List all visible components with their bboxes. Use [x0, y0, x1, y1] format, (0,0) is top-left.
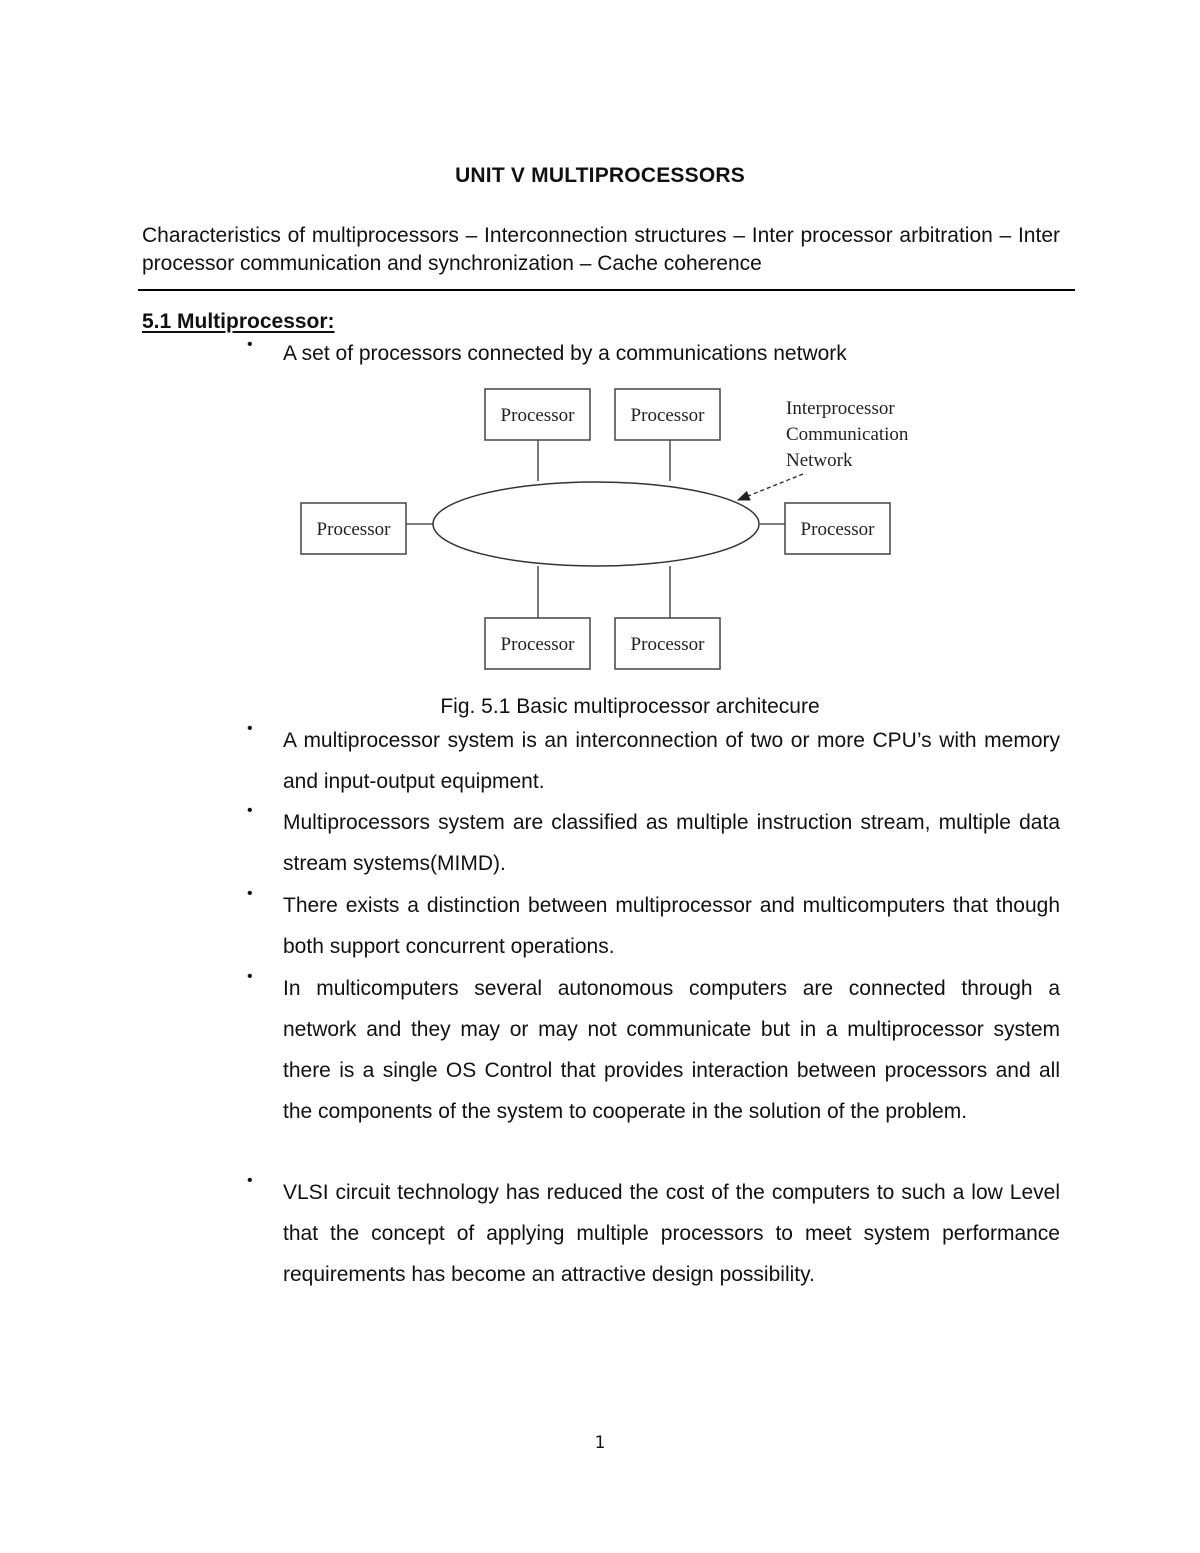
processor-label: Processor	[800, 519, 875, 540]
processor-box	[485, 618, 590, 669]
processor-label: Processor	[316, 519, 391, 540]
bullet-icon: •	[247, 336, 253, 353]
list-item-text: A multiprocessor system is an interconnection of two or more CPU’s with memory and input-output equipment.	[283, 729, 1060, 793]
processor-box	[485, 389, 590, 440]
network-pointer-arrow	[738, 474, 803, 500]
list-item	[247, 885, 1060, 967]
bullet-icon: •	[247, 885, 253, 902]
list-item	[247, 968, 1060, 1132]
network-label-line-3: Network	[786, 450, 853, 471]
processor-label: Processor	[630, 634, 705, 655]
list-item-text: A set of processors connected by a communications network	[283, 342, 847, 365]
unit-topics-paragraph: Characteristics of multiprocessors – Interconnection structures – Inter processor arbitration – Inter processor communication and synchronization – Cache coherence	[142, 224, 1060, 275]
bullet-icon: •	[247, 968, 253, 985]
processor-label: Processor	[630, 405, 705, 426]
network-ellipse	[433, 482, 759, 566]
figure-caption: Fig. 5.1 Basic multiprocessor architecure	[440, 695, 820, 718]
list-item	[247, 1172, 1060, 1295]
list-item	[247, 336, 1060, 372]
network-label-line-2: Communication	[786, 424, 909, 445]
page-title: UNIT V MULTIPROCESSORS	[455, 164, 745, 187]
bullet-icon: •	[247, 1172, 253, 1189]
list-item-text: VLSI circuit technology has reduced the cost of the computers to such a low Level that the concept of applying multiple processors to meet system performance requirements has become an attractive design possibility.	[283, 1181, 1060, 1286]
multiprocessor-diagram	[290, 380, 910, 690]
page-number: 1	[594, 1433, 606, 1453]
network-label-line-1: Interprocessor	[786, 398, 895, 419]
section-heading: 5.1 Multiprocessor:	[142, 310, 335, 333]
list-item-text: In multicomputers several autonomous computers are connected through a network and they may or may not communicate but in a multiprocessor system there is a single OS Control that provides interaction between processors and all the components of the system to cooperate in the solution of the problem.	[283, 977, 1060, 1123]
processor-box	[785, 503, 890, 554]
processor-box	[615, 389, 720, 440]
list-item-text: There exists a distinction between multiprocessor and multicomputers that though both support concurrent operations.	[283, 894, 1060, 958]
diagram-canvas	[290, 380, 910, 690]
list-item	[247, 802, 1060, 884]
list-item	[247, 720, 1060, 802]
processor-label: Processor	[500, 405, 575, 426]
horizontal-rule	[138, 289, 1075, 291]
processor-box	[615, 618, 720, 669]
bullet-icon: •	[247, 802, 253, 819]
bullet-icon: •	[247, 720, 253, 737]
list-item-text: Multiprocessors system are classified as multiple instruction stream, multiple data stream systems(MIMD).	[283, 811, 1060, 875]
processor-box	[301, 503, 406, 554]
processor-label: Processor	[500, 634, 575, 655]
